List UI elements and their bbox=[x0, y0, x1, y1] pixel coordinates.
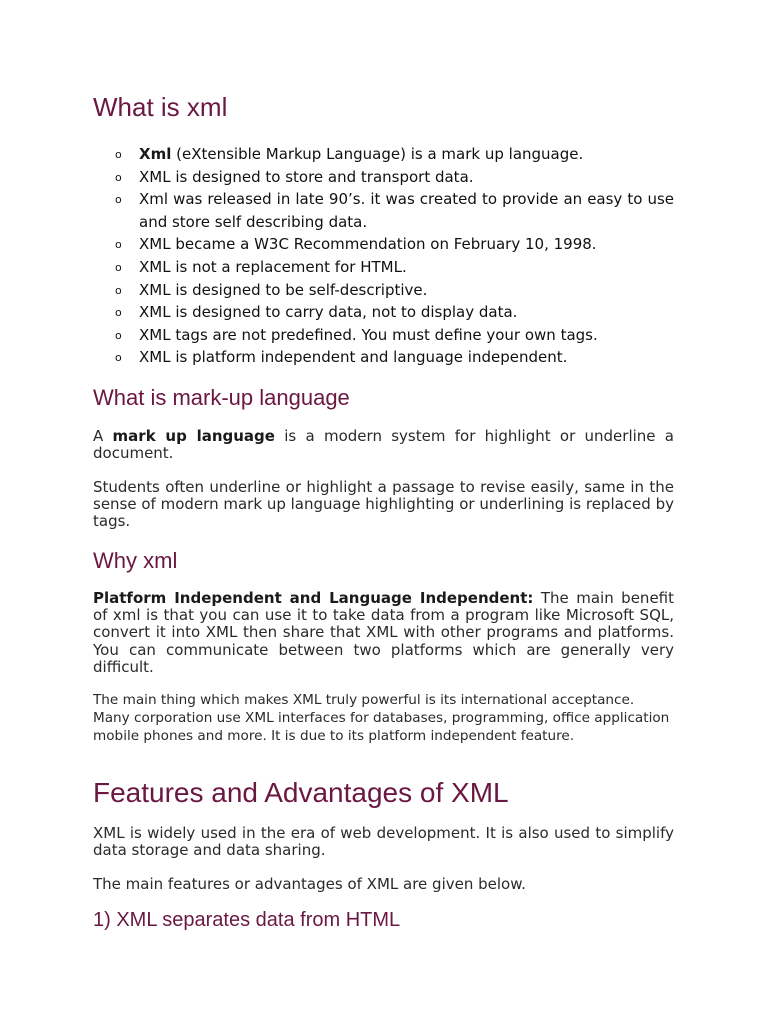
bullet-marker-icon: o bbox=[115, 193, 122, 207]
bullet-marker-icon: o bbox=[115, 148, 122, 161]
bullet-marker-icon: o bbox=[115, 283, 122, 297]
heading-separates-data: 1) XML separates data from HTML bbox=[93, 909, 401, 931]
bullet-marker-icon: o bbox=[115, 306, 122, 320]
xml-bullet-item bbox=[93, 346, 674, 369]
bullet-text: XML tags are not predefined. You must define your own tags. bbox=[139, 325, 598, 344]
why-p1-bold: Platform Independent and Language Independent: bbox=[93, 589, 534, 607]
bullet-text: Xml was released in late 90’s. it was created to provide an easy to use and store self describing data. bbox=[139, 190, 674, 231]
xml-bullet-item bbox=[93, 256, 674, 279]
bullet-marker-icon: o bbox=[115, 351, 122, 365]
xml-bullet-item bbox=[93, 233, 674, 256]
xml-bullet-item bbox=[93, 188, 674, 233]
why-paragraph-2: The main thing which makes XML truly powerful is its international acceptance. Many corporation use XML interfaces for databases, programming, office application mobile phones and more. It is due to its platform independent feature. bbox=[93, 692, 670, 744]
xml-bullet-item bbox=[93, 143, 674, 166]
markup-p1-rest: is a modern system for highlight or underline a document. bbox=[93, 427, 674, 463]
why-paragraph-1 bbox=[93, 590, 674, 676]
bullet-text: XML became a W3C Recommendation on February 10, 1998. bbox=[139, 235, 597, 254]
markup-p1-bold: mark up language bbox=[112, 427, 275, 445]
xml-bullet-item bbox=[93, 279, 674, 302]
bullet-text: XML is designed to carry data, not to display data. bbox=[139, 303, 518, 322]
bullet-text: (eXtensible Markup Language) is a mark up language. bbox=[171, 145, 584, 163]
xml-bullet-list bbox=[93, 143, 674, 369]
xml-bullet-item bbox=[93, 301, 674, 324]
heading-what-is-markup: What is mark-up language bbox=[93, 385, 350, 410]
bullet-text: XML is designed to store and transport data. bbox=[139, 167, 474, 186]
bullet-text: XML is designed to be self-descriptive. bbox=[139, 280, 428, 299]
why-p1-rest: The main benefit of xml is that you can use it to take data from a program like Microsoft SQL, convert it into XML then share that XML with other programs and platforms. You can communicate between two platforms which are generally very difficult. bbox=[93, 589, 675, 676]
bullet-marker-icon: o bbox=[115, 238, 122, 252]
features-paragraph-1: XML is widely used in the era of web development. It is also used to simplify data storage and data sharing. bbox=[93, 824, 674, 860]
heading-why-xml: Why xml bbox=[93, 548, 178, 573]
markup-p1-prefix: A bbox=[93, 427, 113, 445]
bullet-bold-term: Xml bbox=[139, 145, 172, 163]
heading-features-advantages: Features and Advantages of XML bbox=[93, 777, 509, 808]
bullet-marker-icon: o bbox=[115, 260, 122, 274]
markup-paragraph-1 bbox=[93, 428, 674, 462]
markup-paragraph-2: Students often underline or highlight a passage to revise easily, same in the sense of modern mark up language highlighting or underlining is replaced by tags. bbox=[93, 478, 674, 531]
bullet-text: XML is not a replacement for HTML. bbox=[139, 257, 407, 276]
xml-bullet-item bbox=[93, 166, 674, 189]
bullet-marker-icon: o bbox=[115, 170, 122, 184]
xml-bullet-item bbox=[93, 324, 674, 347]
bullet-text: XML is platform independent and language independent. bbox=[139, 348, 568, 367]
features-paragraph-2: The main features or advantages of XML are given below. bbox=[93, 875, 526, 893]
heading-what-is-xml: What is xml bbox=[93, 92, 228, 122]
bullet-marker-icon: o bbox=[115, 328, 122, 342]
